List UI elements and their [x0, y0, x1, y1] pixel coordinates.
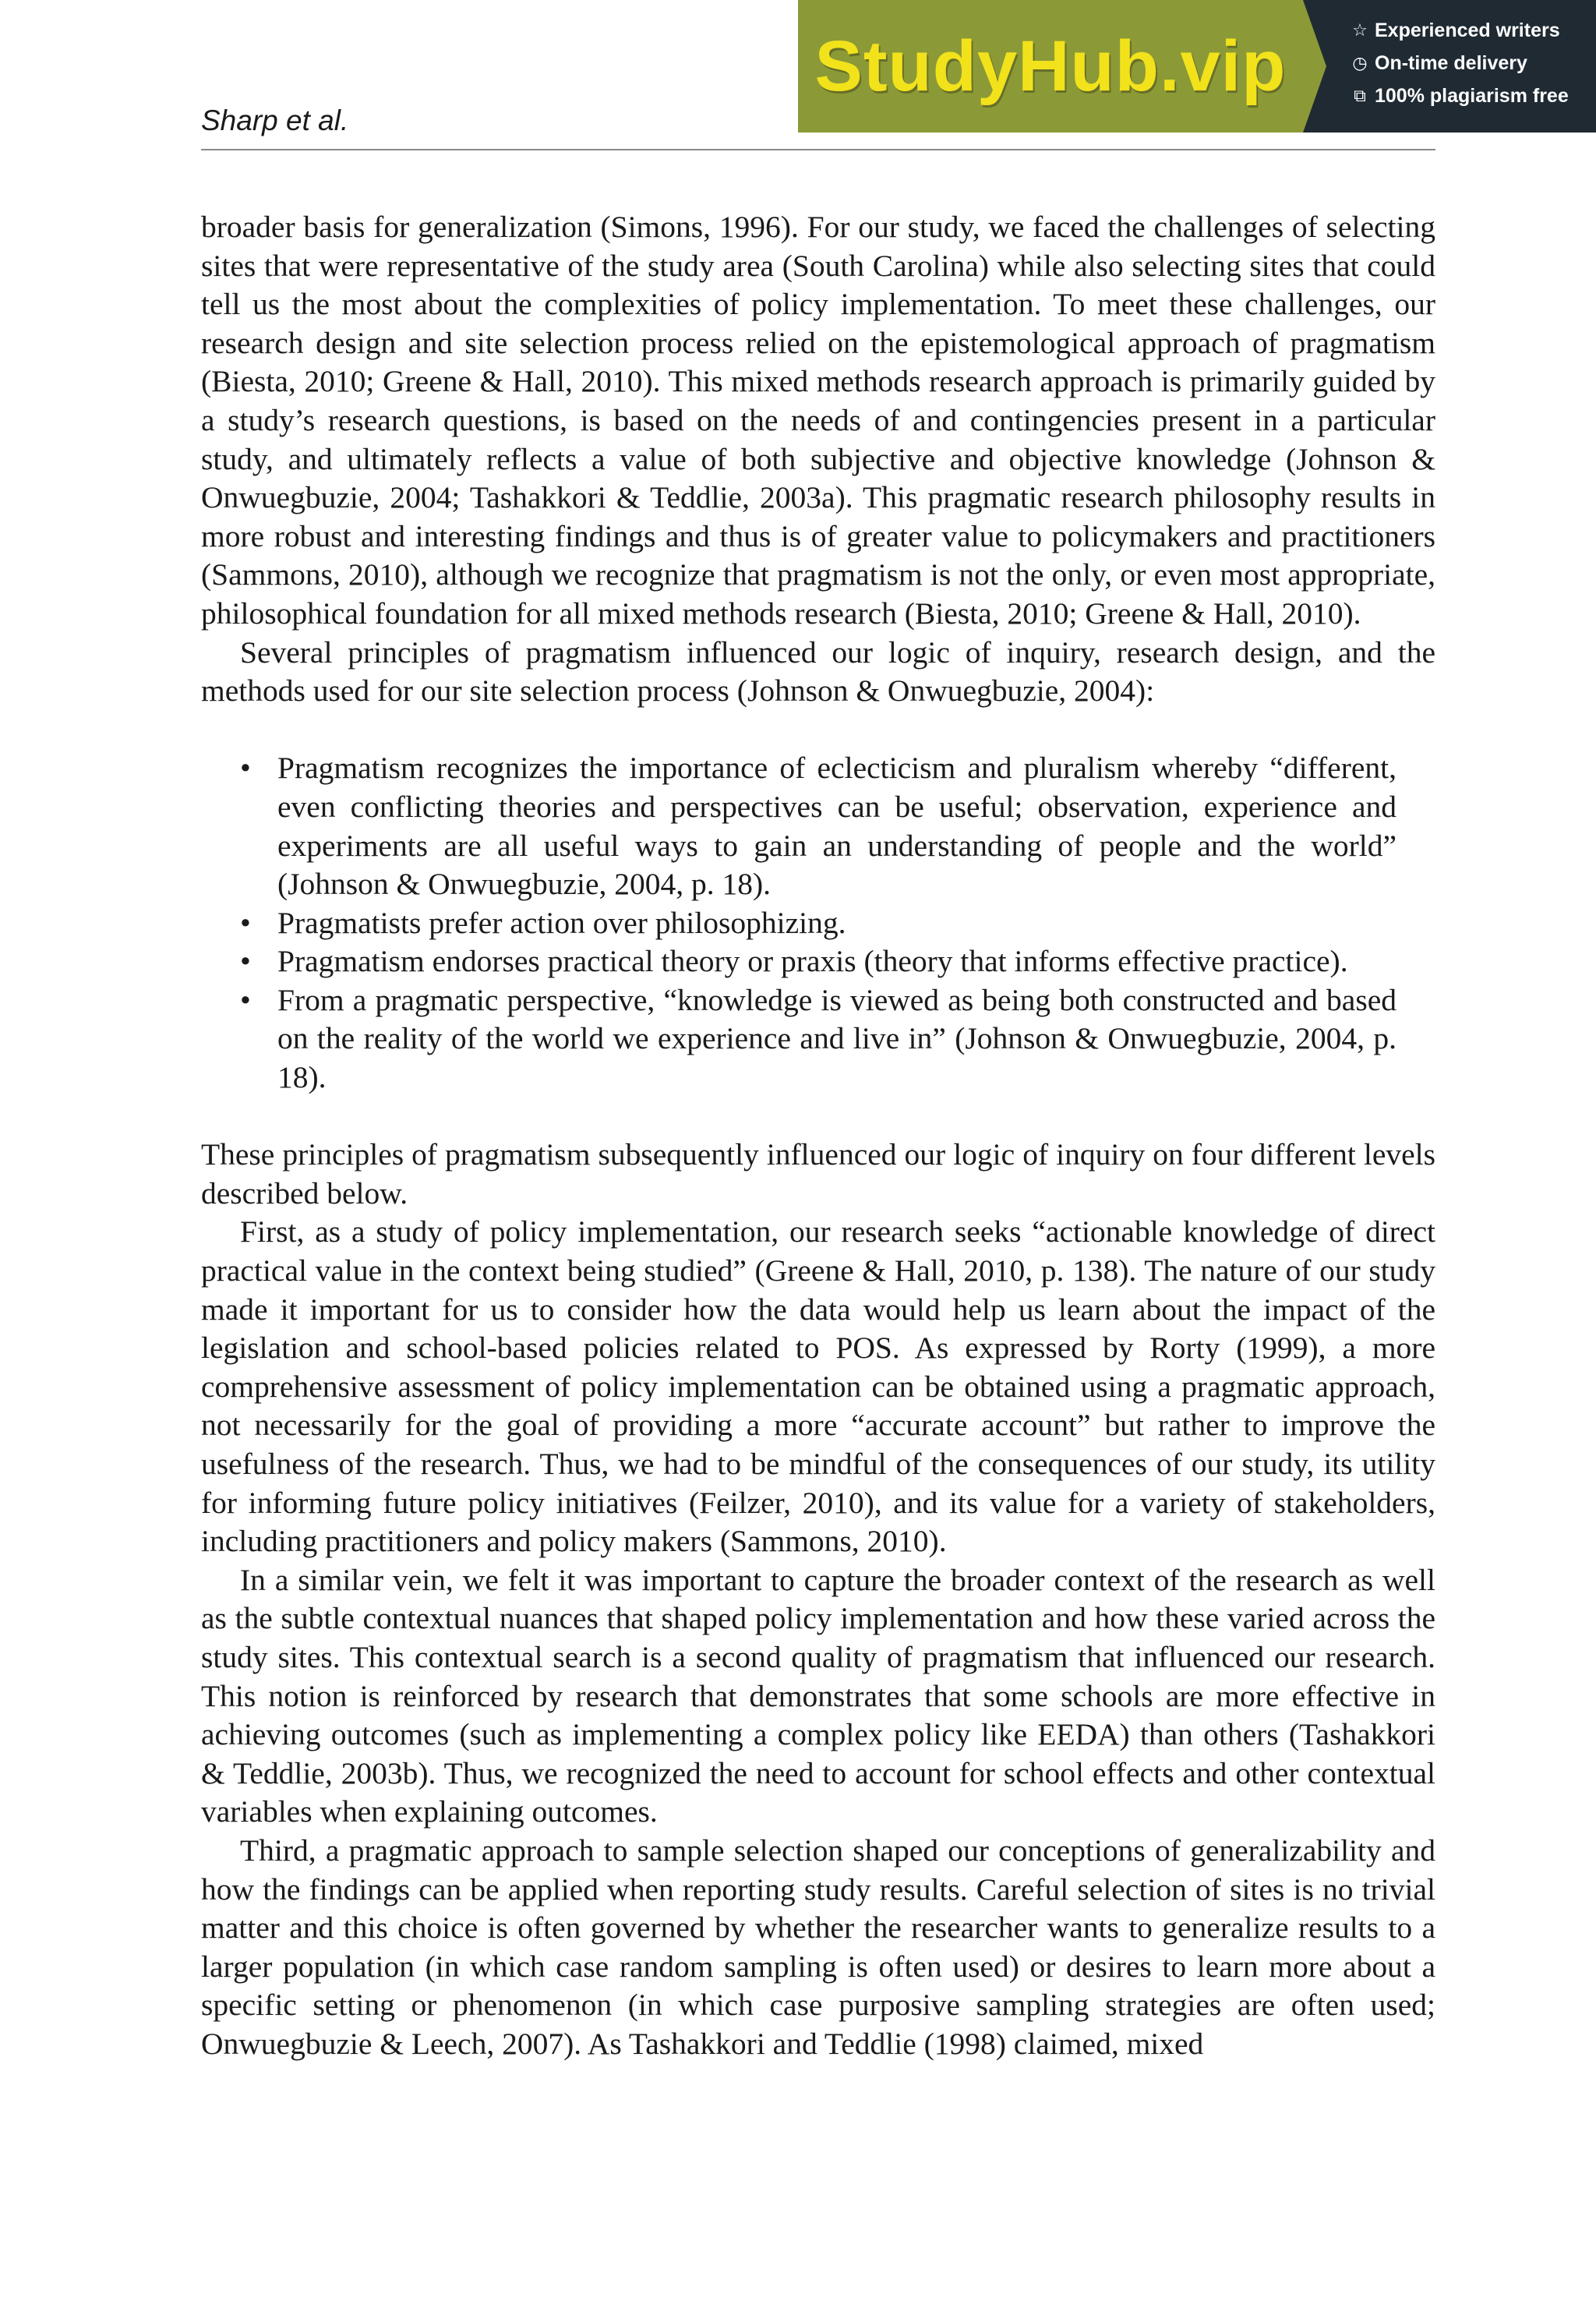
banner-brand-block[interactable] [798, 0, 1303, 133]
banner-arrow-decoration [1303, 0, 1326, 133]
list-item [240, 942, 1396, 981]
bullet-icon: • [240, 905, 251, 940]
list-item-text: Pragmatism endorses practical theory or praxis (theory that informs effective practice). [277, 944, 1348, 979]
body-paragraph: broader basis for generalization (Simons, 1996). For our study, we faced the challenges of selecting sites that were representative of the study area (South Carolina) while also selecting sites that could tell us the most about the complexities of policy implementation. To meet these challenges, our research design and site selection process relied on the epistemological approach of pragmatism (Biesta, 2010; Greene & Hall, 2010). This mixed methods research approach is primarily guided by a study’s research questions, is based on the needs of and contingencies present in a particular study, and ultimately reflects a value of both subjective and objective knowledge (Johnson & Onwuegbuzie, 2004; Tashakkori & Teddlie, 2003a). This pragmatic research philosophy results in more robust and interesting findings and thus is of greater value to policymakers and practitioners (Sammons, 2010), although we recognize that pragmatism is not the only, or even most appropriate, philosophical foundation for all mixed methods research (Biesta, 2010; Greene & Hall, 2010). [201, 210, 1435, 631]
banner-features-list [1303, 0, 1596, 133]
clock-icon: ◷ [1352, 53, 1368, 72]
banner-feature-writers [1351, 19, 1596, 42]
body-paragraph: In a similar vein, we felt it was important to capture the broader context of the research as well as the subtle contextual nuances that shaped policy implementation and how these varied across the study sites. This contextual search is a second quality of pragmatism that influenced our research. This notion is reinforced by research that demonstrates that some schools are more effective in achieving outcomes (such as implementing a complex policy like EEDA) than others (Tashakkori & Teddlie, 2003b). Thus, we recognized the need to account for school effects and other contextual variables when explaining outcomes. [201, 1562, 1435, 1829]
list-item [240, 749, 1396, 903]
banner-feature-plagiarism [1351, 84, 1596, 108]
list-item [240, 904, 1396, 943]
body-paragraph: Several principles of pragmatism influenced our logic of inquiry, research design, and the methods used for our site selection process (Johnson & Onwuegbuzie, 2004): [201, 634, 1435, 709]
copy-icon: ⧉ [1354, 86, 1366, 105]
bullet-icon: • [240, 982, 251, 1017]
star-icon: ☆ [1352, 20, 1368, 40]
body-paragraph: First, as a study of policy implementation, our research seeks “actionable knowledge of direct practical value in the context being studied” (Greene & Hall, 2010, p. 138). The nature of our study made it important for us to consider how the data would help us learn about the impact of the legislation and school-based policies related to POS. As expressed by Rorty (1999), a more comprehensive assessment of policy implementation can be obtained using a pragmatic approach, not necessarily for the goal of providing a more “accurate account” but rather to improve the usefulness of the research. Thus, we had to be mindful of the consequences of our study, its utility for informing future policy initiatives (Feilzer, 2010), and its value for a variety of stakeholders, including practitioners and policy makers (Sammons, 2010). [201, 1214, 1435, 1559]
body-paragraph: Third, a pragmatic approach to sample selection shaped our conceptions of generalizability and how the findings can be applied when reporting study results. Careful selection of sites is no trivial matter and this choice is often governed by whether the researcher wants to generalize results to a larger population (in which case random sampling is often used) or desires to learn more about a specific setting or phenomenon (in which case purposive sampling strategies are often used; Onwuegbuzie & Leech, 2007). As Tashakkori and Teddlie (1998) claimed, mixed [201, 1833, 1435, 2061]
banner-brand-logo[interactable]: StudyHub.vip [814, 26, 1287, 106]
banner-feature-label: On-time delivery [1375, 52, 1527, 74]
header-rule [201, 149, 1435, 150]
principles-list [201, 749, 1435, 1097]
running-head: Sharp et al. [201, 104, 349, 136]
bullet-icon: • [240, 751, 251, 786]
list-item [240, 981, 1396, 1097]
bullet-icon: • [240, 944, 251, 979]
article-body [201, 208, 1435, 2064]
ad-banner[interactable] [798, 0, 1596, 133]
body-paragraph: These principles of pragmatism subsequently influenced our logic of inquiry on four different levels described below. [201, 1137, 1435, 1210]
list-item-text: Pragmatists prefer action over philosophizing. [277, 905, 846, 940]
list-item-text: Pragmatism recognizes the importance of eclecticism and pluralism whereby “different, even conflicting theories and perspectives can be useful; observation, experience and experiments are all useful ways to gain an understanding of people and the world” (Johnson & Onwuegbuzie, 2004, p. 18). [277, 751, 1396, 902]
banner-feature-label: 100% plagiarism free [1375, 85, 1569, 107]
list-item-text: From a pragmatic perspective, “knowledge is viewed as being both constructed and based on the reality of the world we experience and live in” (Johnson & Onwuegbuzie, 2004, p. 18). [277, 982, 1396, 1095]
banner-feature-delivery [1351, 51, 1596, 75]
banner-feature-label: Experienced writers [1375, 19, 1560, 41]
